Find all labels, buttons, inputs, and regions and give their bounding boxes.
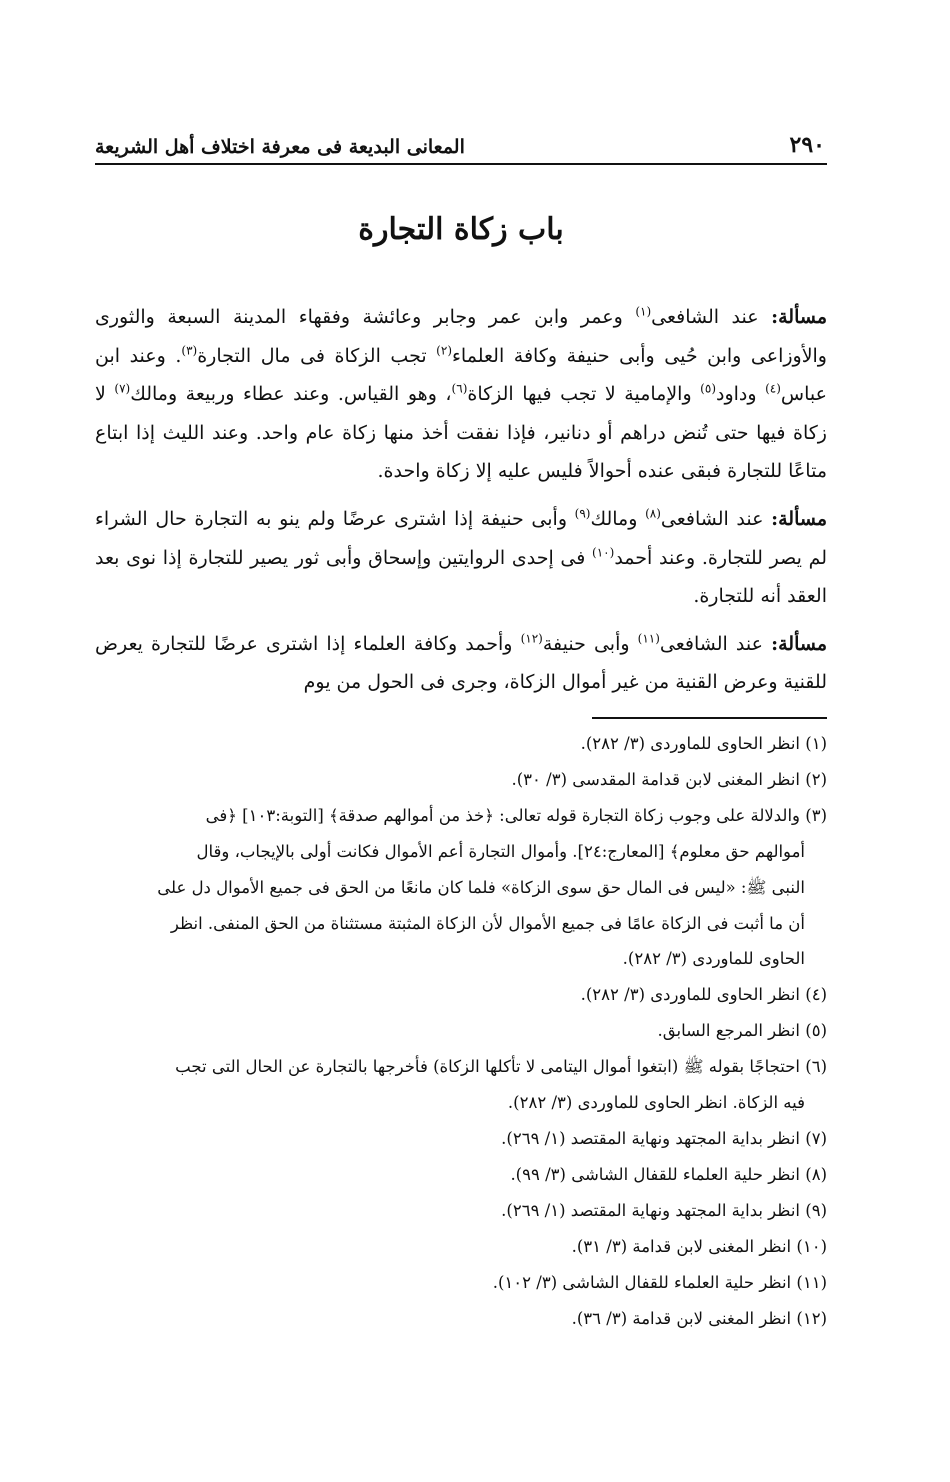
footnote [95,1121,827,1157]
text-run: وأحمد وكافة العلماء إذا اشترى عرضًا للتجارة يعرض للقنية وعرض القنية من غير أموال الزكاة، وجرى فى الحول من يوم [95,632,827,694]
book-title: المعانى البديعة فى معرفة اختلاف أهل الشريعة [95,136,465,158]
text-run: عند الشافعى [660,507,772,530]
footnote-ref: (١٠) [592,545,615,560]
paragraph-3 [95,625,827,702]
footnote [95,1157,827,1193]
text-run: والإمامية لا تجب فيها الزكاة [467,383,701,406]
footnote-line: أموالهم حق معلوم﴾ [المعارج:٢٤]. وأموال التجارة أعم الأموال فكانت أولى بالإيجاب، وقال [196,841,805,861]
footnote-line: (٧) انظر بداية المجتهد ونهاية المقتصد (١/ ٢٦٩). [501,1128,827,1148]
text-run: فى إحدى الروايتين وإسحاق وأبى ثور يصير للتجارة إذا نوى بعد العقد أنه للتجارة. [95,546,827,608]
footnote-line: (٦) احتجاجًا بقوله ﷺ (ابتغوا أموال اليتامى لا تأكلها الزكاة) فأخرجها بالتجارة عن الحال التى تجب [175,1057,827,1077]
issue-label: مسألة: [771,507,828,530]
footnote-ref: (٨) [645,506,661,521]
footnote-line: (٥) انظر المرجع السابق. [657,1021,827,1041]
footnote [95,1229,827,1265]
text-run: عند الشافعى [659,632,772,655]
running-header [95,122,825,158]
footnote-ref: (١١) [637,631,660,646]
text-run: ومالك [590,507,646,530]
footnote [95,1301,827,1337]
text-run: ، وهو القياس. وعند عطاء وربيعة ومالك [130,383,452,406]
text-run: وأبى حنيفة إذا اشترى عرضًا ولم ينو به التجارة حال الشراء لم يصر للتجارة. وعند أحمد [95,507,827,569]
footnote-line: (١) انظر الحاوى للماوردى (٣/ ٢٨٢). [580,734,827,753]
footnote-ref: (٢) [436,343,452,358]
footnote-line: (١٢) انظر المغنى لابن قدامة (٣/ ٣٦). [571,1308,827,1328]
footnote-line: (٤) انظر الحاوى للماوردى (٣/ ٢٨٢). [580,985,827,1005]
text-run: وعمر وابن عمر وجابر وعائشة وفقهاء المدينة السبعة والثورى والأوزاعى وابن حُيى وأبى حنيفة وكافة العلماء [95,306,827,367]
footnote-line: (١٠) انظر المغنى لابن قدامة (٣/ ٣١). [571,1236,827,1256]
footnote-ref: (٣) [181,343,198,358]
footnote-ref: (٩) [574,506,591,521]
text-run: عند الشافعى [651,306,772,328]
footnote-ref: (٤) [765,381,781,396]
footnote [95,1193,827,1229]
footnote [95,977,827,1013]
text-run: وأبى حنيفة [542,632,638,655]
paragraph-1 [95,298,827,491]
footnote-line: الحاوى للماوردى (٣/ ٢٨٢). [622,949,805,969]
footnote [95,762,827,798]
header-rule [95,163,827,165]
footnote-ref: (٦) [451,381,468,396]
footnote-ref: (١) [635,304,652,319]
footnote-line: (٩) انظر بداية المجتهد ونهاية المقتصد (١/ ٢٦٩). [501,1200,827,1220]
footnote-ref: (٥) [700,381,716,396]
text-run: تجب الزكاة فى مال التجارة [197,344,437,367]
footnote-line: فيه الزكاة. انظر الحاوى للماوردى (٣/ ٢٨٢). [507,1093,805,1113]
footnote-separator [592,717,827,719]
text-run: لا زكاة فيها حتى تُنض دراهم أو دنانير، فإذا نفقت أخذ منها زكاة عام واحد. وعند الليث إذا ابتاع متاعًا للتجارة فبقى عنده أحوالاً فليس عليه إلا زكاة واحدة. [95,383,827,483]
footnote-line: (٣) والدلالة على وجوب زكاة التجارة قوله تعالى: ﴿خذ من أموالهم صدقة﴾ [التوبة:١٠٣] ﴿فى [205,805,827,825]
footnote-ref: (٧) [114,381,131,396]
footnote [95,1265,827,1301]
chapter-title: باب زكاة التجارة [358,212,564,247]
footnote-line: أن ما أثبت فى الزكاة عامًا فى جميع الأموال لأن الزكاة المثبتة مستثناة من الحق المنفى. انظر [170,913,805,933]
footnote [95,798,827,978]
footnote [95,726,827,762]
issue-label: مسألة: [771,306,827,328]
footnote-line: النبى ﷺ: «ليس فى المال حق سوى الزكاة» فلما كان مانعًا من الحق فى جميع الأموال دل على [157,877,805,897]
page-number: ٢٩٠ [789,132,825,158]
issue-label: مسألة: [771,632,827,655]
footnote-line: (٨) انظر حلية العلماء للقفال الشاشى (٣/ ٩٩). [510,1164,827,1184]
footnote [95,1049,827,1121]
footnotes [95,726,827,1336]
main-text [95,298,827,702]
text-run: وداود [716,383,766,406]
text-run: . وعند ابن عباس [95,344,827,406]
footnote-line: (٢) انظر المغنى لابن قدامة المقدسى (٣/ ٣٠). [511,769,827,789]
footnote-line: (١١) انظر حلية العلماء للقفال الشاشى (٣/ ١٠٢). [492,1272,827,1292]
paragraph-2 [95,500,827,616]
footnote [95,1013,827,1049]
footnote-ref: (١٢) [520,631,543,646]
